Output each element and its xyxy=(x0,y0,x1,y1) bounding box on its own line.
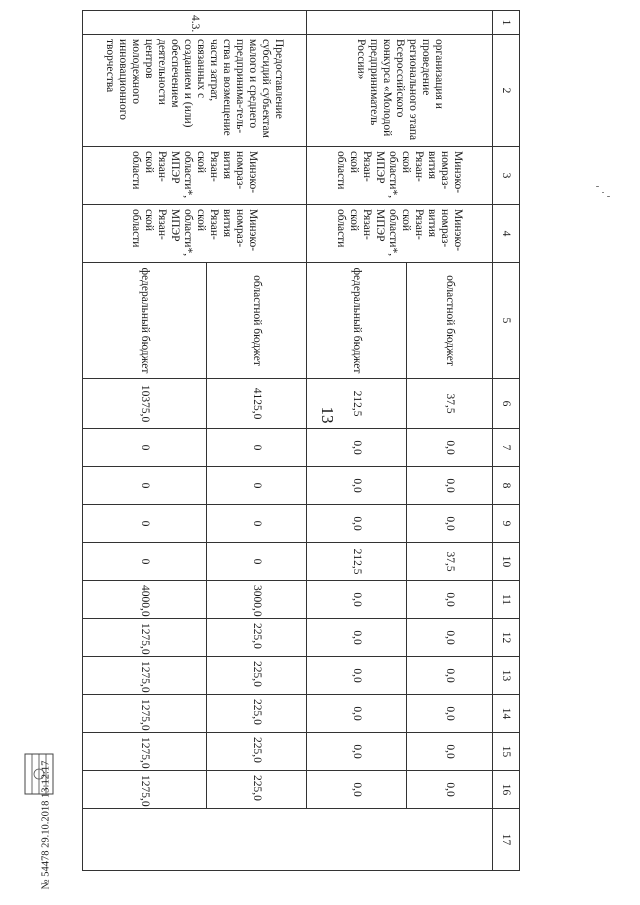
value-cell: 225,0 xyxy=(207,657,307,695)
value-cell: 0,0 xyxy=(307,619,407,657)
value-cell: 0,0 xyxy=(407,581,493,619)
value-cell: 0,0 xyxy=(407,467,493,505)
value-cell: 0,0 xyxy=(407,505,493,543)
value-cell: 0 xyxy=(207,543,307,581)
value-cell: 225,0 xyxy=(207,733,307,771)
participant-cell: Минэко-номраз-вития Рязан-ской области*, МПЭР Рязан-ской области xyxy=(83,205,307,263)
budget-table xyxy=(82,10,520,871)
funding-source-cell: федеральный бюджет xyxy=(83,263,207,379)
value-cell: 225,0 xyxy=(207,619,307,657)
value-cell: 0,0 xyxy=(407,771,493,809)
value-cell: 225,0 xyxy=(207,771,307,809)
col-header: 3 xyxy=(493,147,520,205)
notes-cell xyxy=(83,809,493,871)
table-row xyxy=(407,11,493,871)
col-header: 12 xyxy=(493,619,520,657)
funding-source-cell: областной бюджет xyxy=(407,263,493,379)
col-header: 7 xyxy=(493,429,520,467)
scan-speck xyxy=(607,196,610,197)
value-cell: 1275,0 xyxy=(83,657,207,695)
value-cell: 212,5 xyxy=(307,543,407,581)
col-header: 14 xyxy=(493,695,520,733)
col-header: 4 xyxy=(493,205,520,263)
value-cell: 0,0 xyxy=(407,657,493,695)
col-header: 15 xyxy=(493,733,520,771)
col-header: 13 xyxy=(493,657,520,695)
value-cell: 0,0 xyxy=(307,657,407,695)
value-cell: 4000,0 xyxy=(83,581,207,619)
value-cell: 0,0 xyxy=(407,695,493,733)
table-frame xyxy=(88,10,520,870)
value-cell: 0 xyxy=(83,543,207,581)
header-row xyxy=(493,11,520,871)
participant-cell: Минэко-номраз-вития Рязан-ской области*, МПЭР Рязан-ской области xyxy=(307,205,493,263)
funding-source-cell: областной бюджет xyxy=(207,263,307,379)
executor-cell: Минэко-номраз-вития Рязан-ской области*, МПЭР Рязан-ской области xyxy=(307,147,493,205)
value-cell: 0,0 xyxy=(307,733,407,771)
value-cell: 0 xyxy=(83,429,207,467)
row-number-cell xyxy=(307,11,493,35)
col-header: 16 xyxy=(493,771,520,809)
scan-speck xyxy=(596,186,599,187)
value-cell: 0 xyxy=(207,467,307,505)
value-cell: 1275,0 xyxy=(83,733,207,771)
value-cell: 37,5 xyxy=(407,543,493,581)
document-stamp-text xyxy=(36,760,56,890)
table-row xyxy=(207,11,307,871)
value-cell: 0 xyxy=(207,429,307,467)
col-header: 6 xyxy=(493,379,520,429)
value-cell: 0,0 xyxy=(307,429,407,467)
value-cell: 0,0 xyxy=(407,429,493,467)
funding-source-cell: федеральный бюджет xyxy=(307,263,407,379)
col-header: 5 xyxy=(493,263,520,379)
value-cell: 0,0 xyxy=(307,581,407,619)
col-header: 11 xyxy=(493,581,520,619)
col-header: 10 xyxy=(493,543,520,581)
value-cell: 0,0 xyxy=(307,467,407,505)
value-cell: 1275,0 xyxy=(83,619,207,657)
value-cell: 0 xyxy=(83,505,207,543)
executor-cell: Минэко-номраз-вития Рязан-ской области*, МПЭР Рязан-ской области xyxy=(83,147,307,205)
value-cell: 0,0 xyxy=(407,619,493,657)
col-header: 8 xyxy=(493,467,520,505)
page-number: 13 xyxy=(318,406,337,424)
value-cell: 10375,0 xyxy=(83,379,207,429)
value-cell: 212,5 xyxy=(307,379,407,429)
value-cell: 0 xyxy=(207,505,307,543)
document-stamp-label: № 54478 29.10.2018 13:12:17 xyxy=(40,760,52,890)
value-cell: 0,0 xyxy=(307,505,407,543)
value-cell: 0,0 xyxy=(407,733,493,771)
scan-speck xyxy=(602,192,604,193)
value-cell: 4125,0 xyxy=(207,379,307,429)
col-header: 2 xyxy=(493,35,520,147)
value-cell: 0,0 xyxy=(307,771,407,809)
value-cell: 1275,0 xyxy=(83,771,207,809)
col-header: 9 xyxy=(493,505,520,543)
value-cell: 37,5 xyxy=(407,379,493,429)
value-cell: 0,0 xyxy=(307,695,407,733)
row-number-cell: 4.3. xyxy=(83,11,307,35)
value-cell: 0 xyxy=(83,467,207,505)
value-cell: 3000,0 xyxy=(207,581,307,619)
value-cell: 225,0 xyxy=(207,695,307,733)
activity-name-cell: Предоставление субсидий субъектам малого и среднего предпринима-тель-ства на возмещение части затрат, связанных с созданием и (или) обеспечением деятельности центров молодежного инновационного творчества xyxy=(83,35,307,147)
col-header: 17 xyxy=(493,809,520,871)
rotated-table-container xyxy=(88,10,520,870)
activity-name-cell: организация и проведение регионального этапа Всероссийского конкурса «Молодой предприниматель России» xyxy=(307,35,493,147)
col-header: 1 xyxy=(493,11,520,35)
value-cell: 1275,0 xyxy=(83,695,207,733)
